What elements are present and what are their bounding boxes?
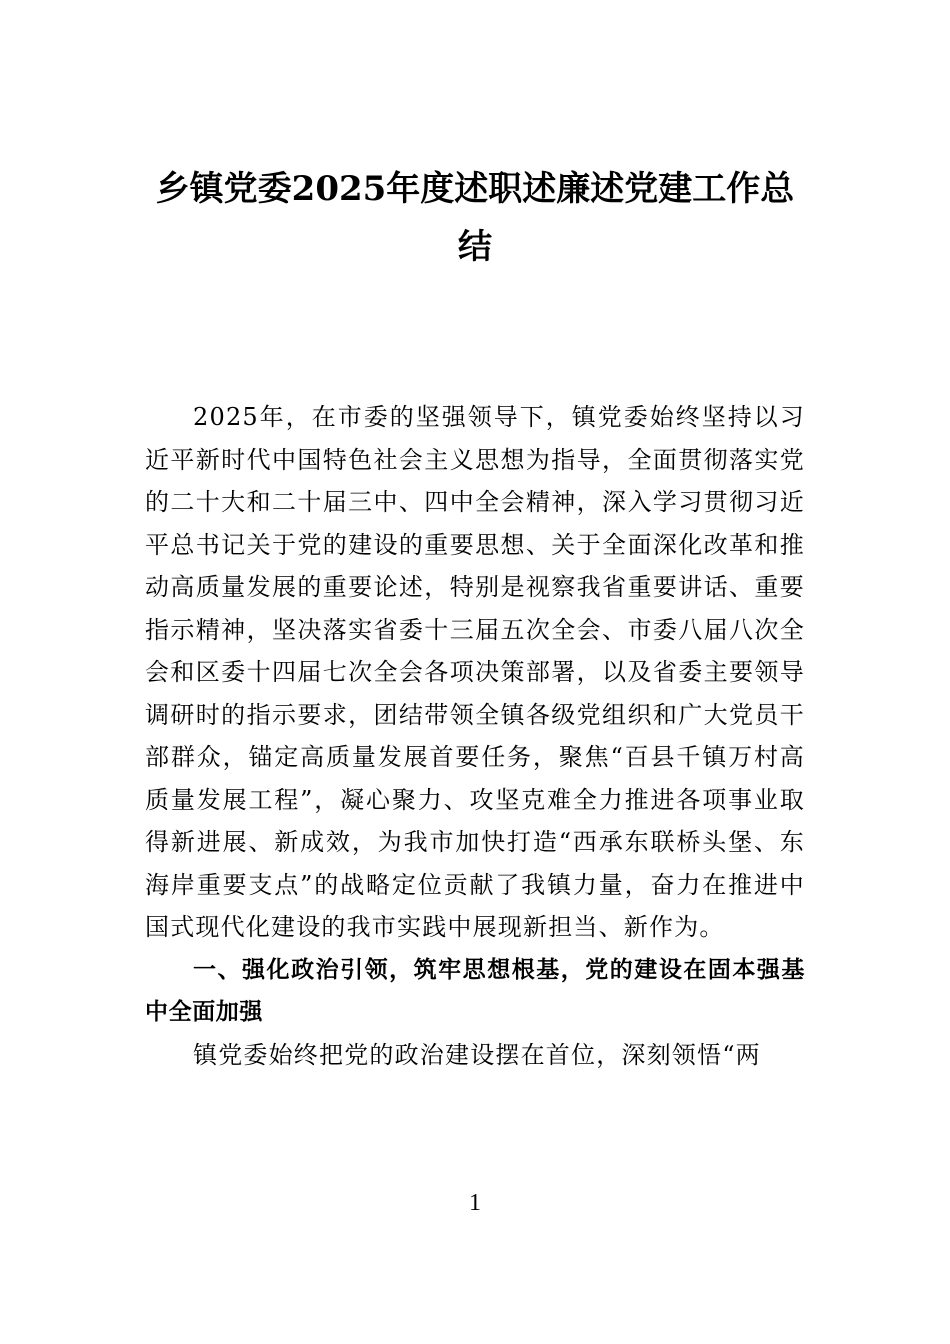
page-number: 1: [469, 1190, 481, 1216]
section-paragraph: 镇党委始终把党的政治建设摆在首位，深刻领悟“两: [193, 1040, 761, 1069]
intro-paragraph: 2025年，在市委的坚强领导下，镇党委始终坚持以习近平新时代中国特色社会主义思想为指导，全面贯彻落实党的二十大和二十届三中、四中全会精神，深入学习贯彻习近平总书记关于党的建设的重要思想、关于全面深化改革和推动高质量发展的重要论述，特别是视察我省重要讲话、重要指示精神，坚决落实省委十三届五次全会、市委八届八次全会和区委十四届七次全会各项决策部署，以及省委主要领导调研时的指示要求，团结带领全镇各级党组织和广大党员干部群众，锚定高质量发展首要任务，聚焦“百县千镇万村高质量发展工程”，凝心聚力、攻坚克难全力推进各项事业取得新进展、新成效，为我市加快打造“西承东联桥头堡、东海岸重要支点”的战略定位贡献了我镇力量，奋力在推进中国式现代化建设的我市实践中展现新担当、新作为。: [145, 403, 805, 941]
section-heading: 一、强化政治引领，筑牢思想根基，党的建设在固本强基中全面加强: [145, 956, 805, 1025]
document-body: [145, 396, 805, 1076]
document-title: 乡镇党委2025年度述职述廉述党建工作总结: [155, 169, 795, 267]
